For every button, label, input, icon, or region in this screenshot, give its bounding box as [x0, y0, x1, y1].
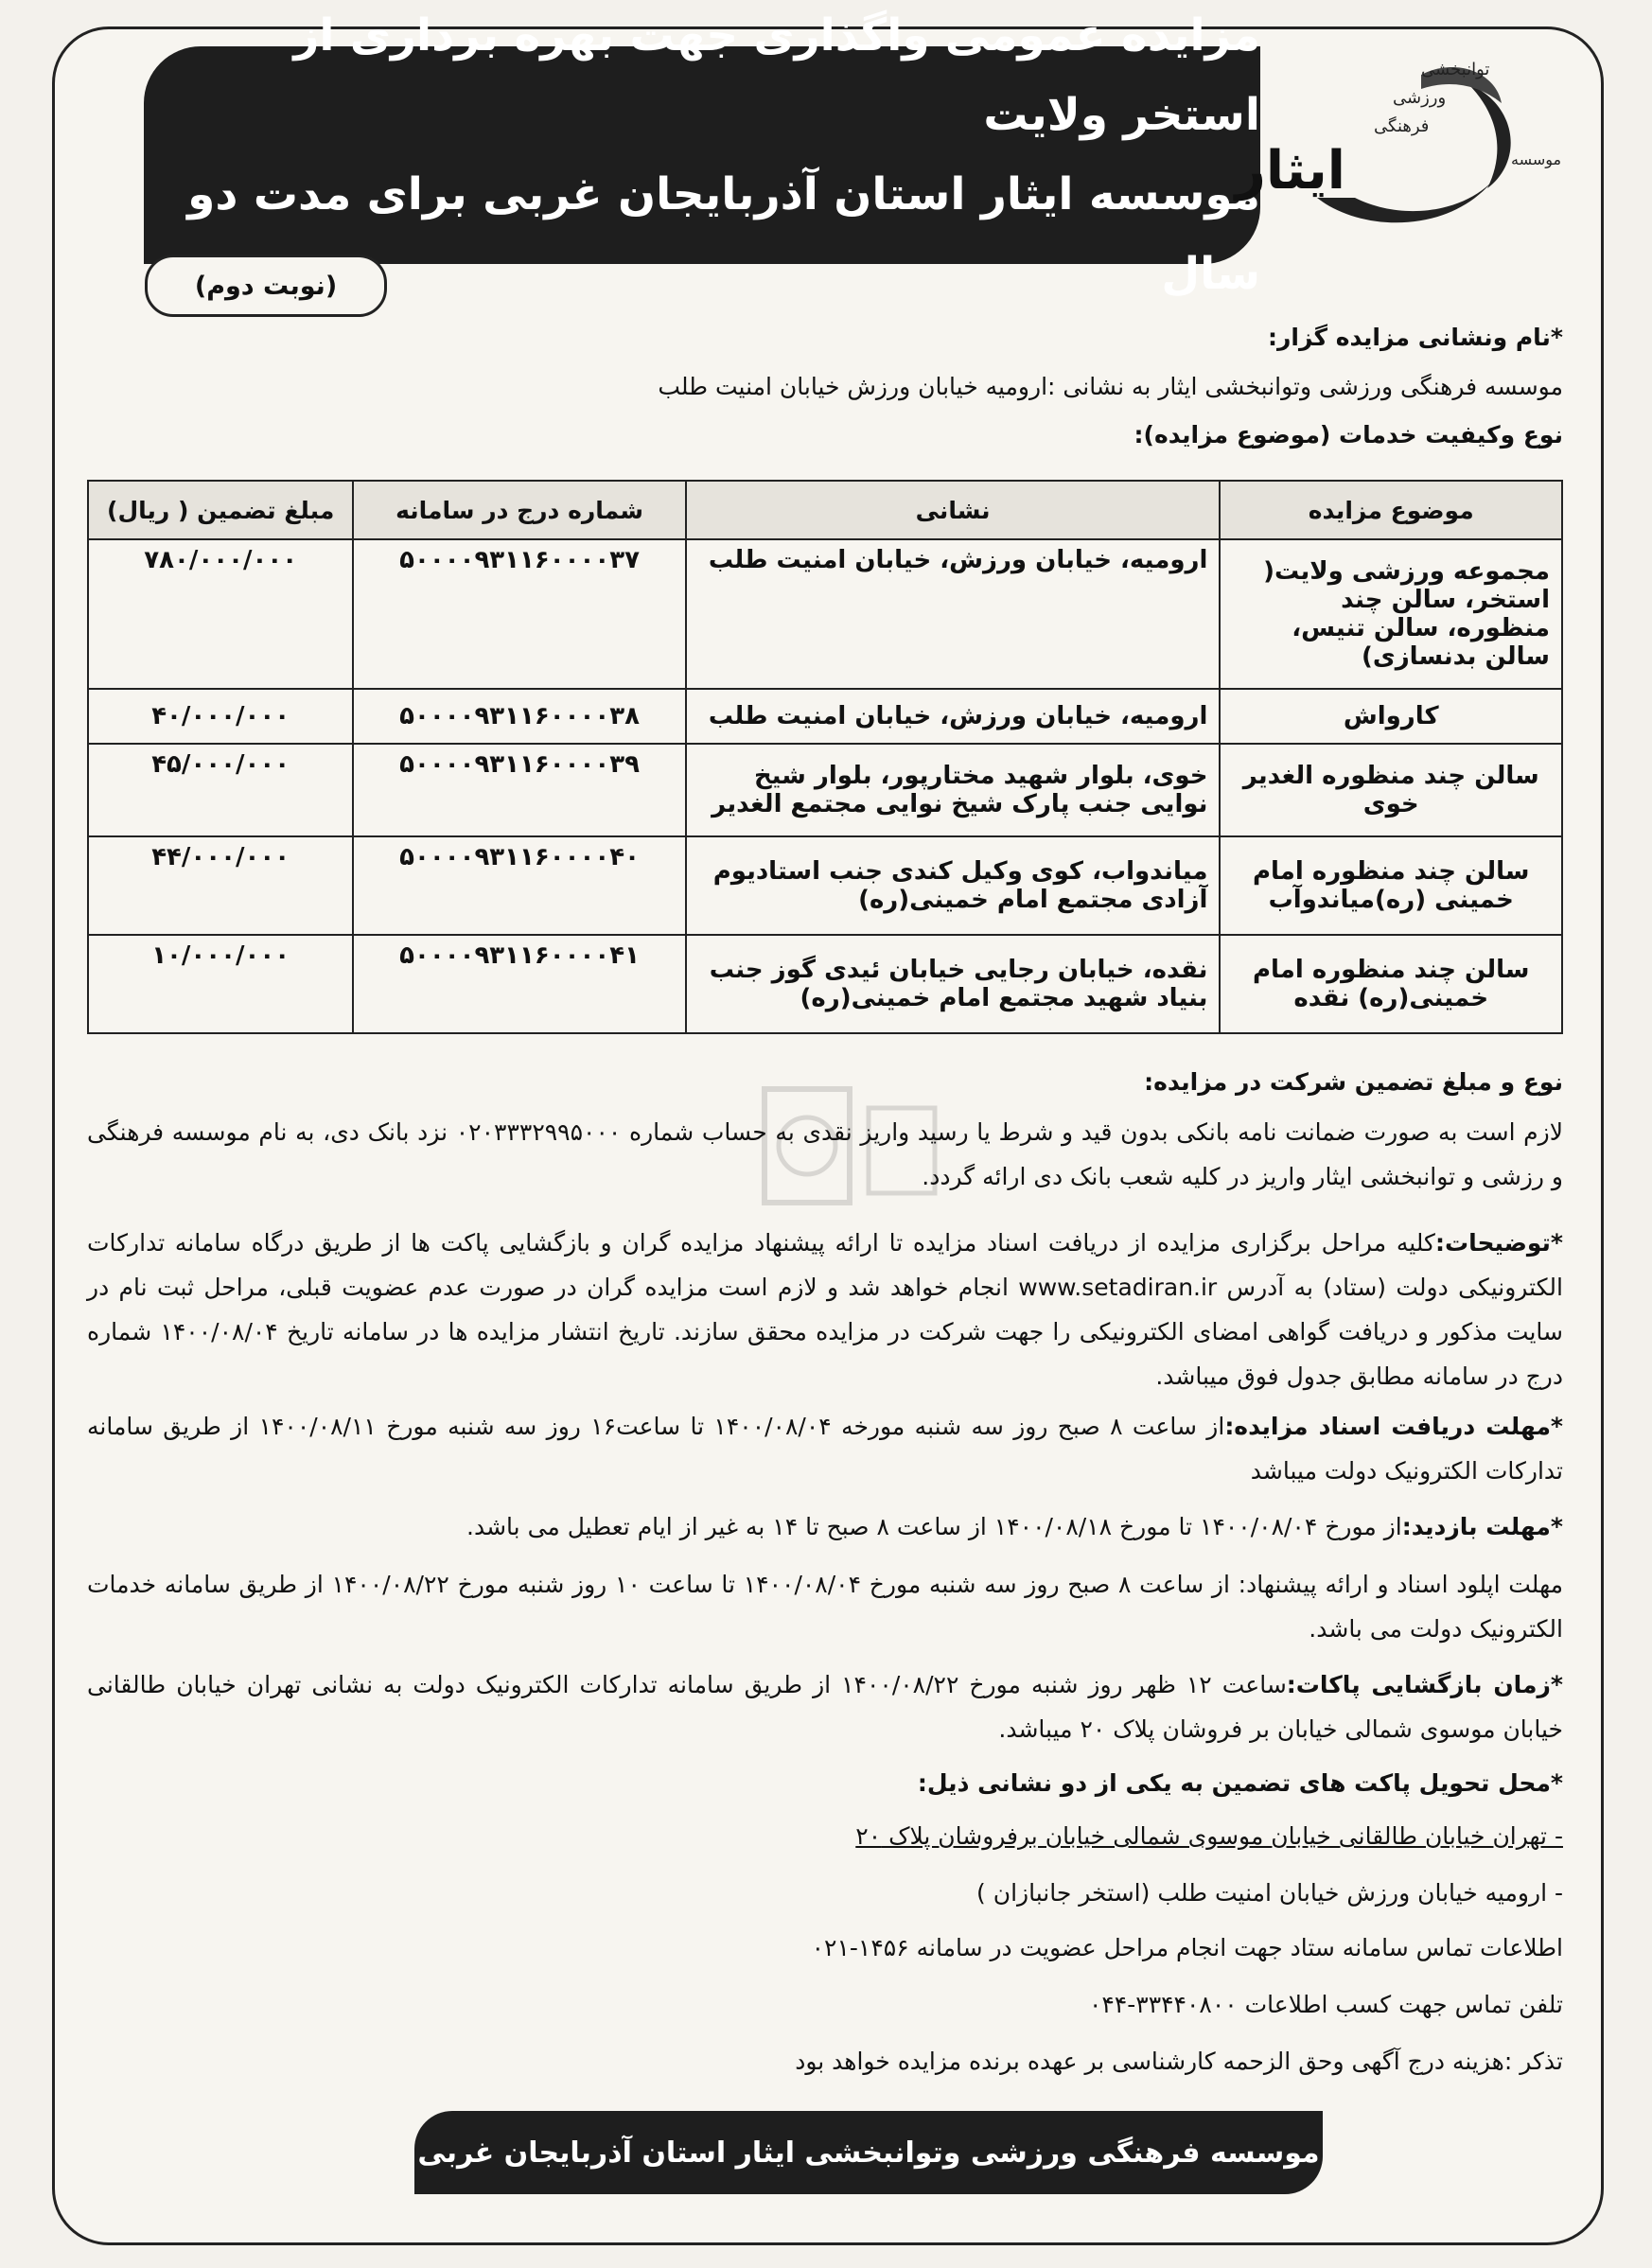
cell-amount: ۴۰/۰۰۰/۰۰۰: [88, 689, 353, 744]
table-row: [88, 836, 1562, 935]
items-table: [87, 480, 1563, 1034]
cell-amount: ۷۸۰/۰۰۰/۰۰۰: [88, 539, 353, 689]
cell-subject: کارواش: [1220, 689, 1562, 744]
cell-code: ۵۰۰۰۰۹۳۱۱۶۰۰۰۰۳۷: [353, 539, 685, 689]
logo-main-text: ایثار: [1235, 140, 1345, 202]
reminder-text: تذکر :هزینه درج آگهی وحق الزحمه کارشناسی بر عهده برنده مزایده خواهد بود: [795, 2048, 1563, 2075]
table-row: [88, 539, 1562, 689]
delivery-address-1: - تهران خیابان طالقانی خیابان موسوی شمالی خیابان برفروشان پلاک ۲۰: [855, 1822, 1563, 1850]
docs-deadline-paragraph: [87, 1404, 1563, 1493]
cell-address: ارومیه، خیابان ورزش، خیابان امنیت طلب: [686, 689, 1221, 744]
services-heading: نوع وکیفیت خدمات (موضوع مزایده):: [1134, 421, 1563, 448]
advertisement-page: [52, 9, 1604, 2245]
contact-phone: تلفن تماس جهت کسب اطلاعات ۳۳۴۴۰۸۰۰-۰۴۴: [1088, 1991, 1563, 2018]
docs-deadline-text: از ساعت ۸ صبح روز سه شنبه مورخه ۱۴۰۰/۰۸/۰۴ تا ساعت۱۶ روز سه شنبه مورخ ۱۴۰۰/۰۸/۱۱ از طریق سامانه تدارکات الکترونیک دولت میباشد: [87, 1413, 1563, 1485]
visit-deadline-text: از مورخ ۱۴۰۰/۰۸/۰۴ تا مورخ ۱۴۰۰/۰۸/۱۸ از ساعت ۸ صبح تا ۱۴ به غیر از ایام تعطیل می باشد.: [466, 1513, 1402, 1540]
header-address: نشانی: [686, 481, 1221, 539]
table-header-row: [88, 481, 1562, 539]
footer-banner: موسسه فرهنگی ورزشی وتوانبخشی ایثار استان آذربایجان غربی: [414, 2111, 1323, 2194]
header-subject: موضوع مزایده: [1220, 481, 1562, 539]
opening-label: *زمان بازگشایی پاکات:: [1286, 1671, 1564, 1698]
cell-address: نقده، خیابان رجایی خیابان ئیدی گوز جنب بنیاد شهید مجتمع امام خمینی(ره): [686, 935, 1221, 1033]
logo-small-text-3: فرهنگی: [1374, 116, 1430, 136]
header-amount: مبلغ تضمین ( ریال): [88, 481, 353, 539]
cell-amount: ۴۵/۰۰۰/۰۰۰: [88, 744, 353, 836]
cell-amount: ۴۴/۰۰۰/۰۰۰: [88, 836, 353, 935]
table-row: [88, 935, 1562, 1033]
delivery-address-2: - ارومیه خیابان ورزش خیابان امنیت طلب (استخر جانبازان ): [976, 1879, 1563, 1907]
opening-text: ساعت ۱۲ ظهر روز شنبه مورخ ۱۴۰۰/۰۸/۲۲ از طریق سامانه تدارکات الکترونیک دولت به نشانی تهران خیابان طالقانی خیابان موسوی شمالی خیابان بر فروشان پلاک ۲۰ میباشد.: [87, 1671, 1563, 1743]
guarantee-heading: نوع و مبلغ تضمین شرکت در مزایده:: [1144, 1068, 1563, 1096]
header-code: شماره درج در سامانه: [353, 481, 685, 539]
cell-code: ۵۰۰۰۰۹۳۱۱۶۰۰۰۰۴۰: [353, 836, 685, 935]
auctioneer-text: موسسه فرهنگی ورزشی وتوانبخشی ایثار به نشانی :ارومیه خیابان ورزش خیابان امنیت طلب: [658, 373, 1563, 400]
isar-logo: [1235, 46, 1563, 245]
opening-paragraph: [87, 1662, 1563, 1751]
guarantee-text: لازم است به صورت ضمانت نامه بانکی بدون قید و شرط یا رسید واریز نقدی به حساب شماره ۰۲۰۳۳۳۲۹۹۵۰۰۰ نزد بانک دی، به نام موسسه فرهنگی و رزشی و توانبخشی ایثار واریز در کلیه شعب بانک دی ارائه گردد.: [87, 1118, 1563, 1190]
title-line-1: مزایده عمومی واگذاری جهت بهره برداری از استخر ولایت: [293, 9, 1260, 141]
cell-address: ارومیه، خیابان ورزش، خیابان امنیت طلب: [686, 539, 1221, 689]
cell-code: ۵۰۰۰۰۹۳۱۱۶۰۰۰۰۳۸: [353, 689, 685, 744]
cell-amount: ۱۰/۰۰۰/۰۰۰: [88, 935, 353, 1033]
contact-setad: اطلاعات تماس سامانه ستاد جهت انجام مراحل عضویت در سامانه ۱۴۵۶-۰۲۱: [811, 1934, 1563, 1961]
title-line-2: موسسه ایثار استان آذربایجان غربی برای مدت دو سال: [187, 168, 1260, 300]
delivery-heading: *محل تحویل پاکت های تضمین به یکی از دو نشانی ذیل:: [917, 1769, 1563, 1797]
table-row: [88, 744, 1562, 836]
cell-subject: مجموعه ورزشی ولایت( استخر، سالن چند منظوره، سالن تنیس، سالن بدنسازی): [1220, 539, 1562, 689]
cell-address: میاندواب، کوی وکیل کندی جنب استادیوم آزادی مجتمع امام خمینی(ره): [686, 836, 1221, 935]
cell-subject: سالن چند منظوره امام خمینی(ره) نقده: [1220, 935, 1562, 1033]
docs-deadline-label: *مهلت دریافت اسناد مزایده:: [1224, 1413, 1564, 1440]
visit-deadline-label: *مهلت بازدید:: [1401, 1513, 1563, 1540]
logo-small-text-2: ورزشی: [1393, 88, 1447, 108]
notes-label: *توضیحات:: [1434, 1229, 1563, 1257]
visit-deadline-paragraph: [87, 1504, 1563, 1549]
cell-code: ۵۰۰۰۰۹۳۱۱۶۰۰۰۰۴۱: [353, 935, 685, 1033]
round-badge: (نوبت دوم): [145, 255, 387, 317]
logo-small-text-4: موسسه: [1511, 150, 1562, 168]
table-row: [88, 689, 1562, 744]
cell-subject: سالن چند منظوره امام خمینی (ره)میاندوآب: [1220, 836, 1562, 935]
auctioneer-heading: *نام ونشانی مزایده گزار:: [1268, 324, 1563, 351]
notes-paragraph: [87, 1221, 1563, 1398]
notes-text: کلیه مراحل برگزاری مزایده از دریافت اسناد مزایده تا ارائه پیشنهاد مزایده گران و بازگشایی پاکت ها از طریق درگاه سامانه تدارکات الکترونیکی دولت (ستاد) به آدرس www.setadiran.ir انجام خواهد شد و لازم است مزایده گران در صورت عدم عضویت قبلی، مراحل ثبت نام در سایت مذکور و دریافت گواهی امضای الکترونیکی را جهت شرکت در مزایده محقق سازند. تاریخ انتشار مزایده ها در سامانه تاریخ ۱۴۰۰/۰۸/۰۴ شماره درج در سامانه مطابق جدول فوق میباشد.: [87, 1229, 1563, 1390]
cell-address: خوی، بلوار شهید مختارپور، بلوار شیخ نوایی جنب پارک شیخ نوایی مجتمع الغدیر: [686, 744, 1221, 836]
logo-small-text-1: توانبخشی: [1421, 60, 1490, 79]
upload-deadline-text: مهلت اپلود اسناد و ارائه پیشنهاد: از ساعت ۸ صبح روز سه شنبه مورخ ۱۴۰۰/۰۸/۰۴ تا ساعت ۱۰ روز شنبه مورخ ۱۴۰۰/۰۸/۲۲ از طریق سامانه خدمات الکترونیک دولت می باشد.: [87, 1571, 1563, 1643]
cell-subject: سالن چند منظوره الغدیر خوی: [1220, 744, 1562, 836]
cell-code: ۵۰۰۰۰۹۳۱۱۶۰۰۰۰۳۹: [353, 744, 685, 836]
